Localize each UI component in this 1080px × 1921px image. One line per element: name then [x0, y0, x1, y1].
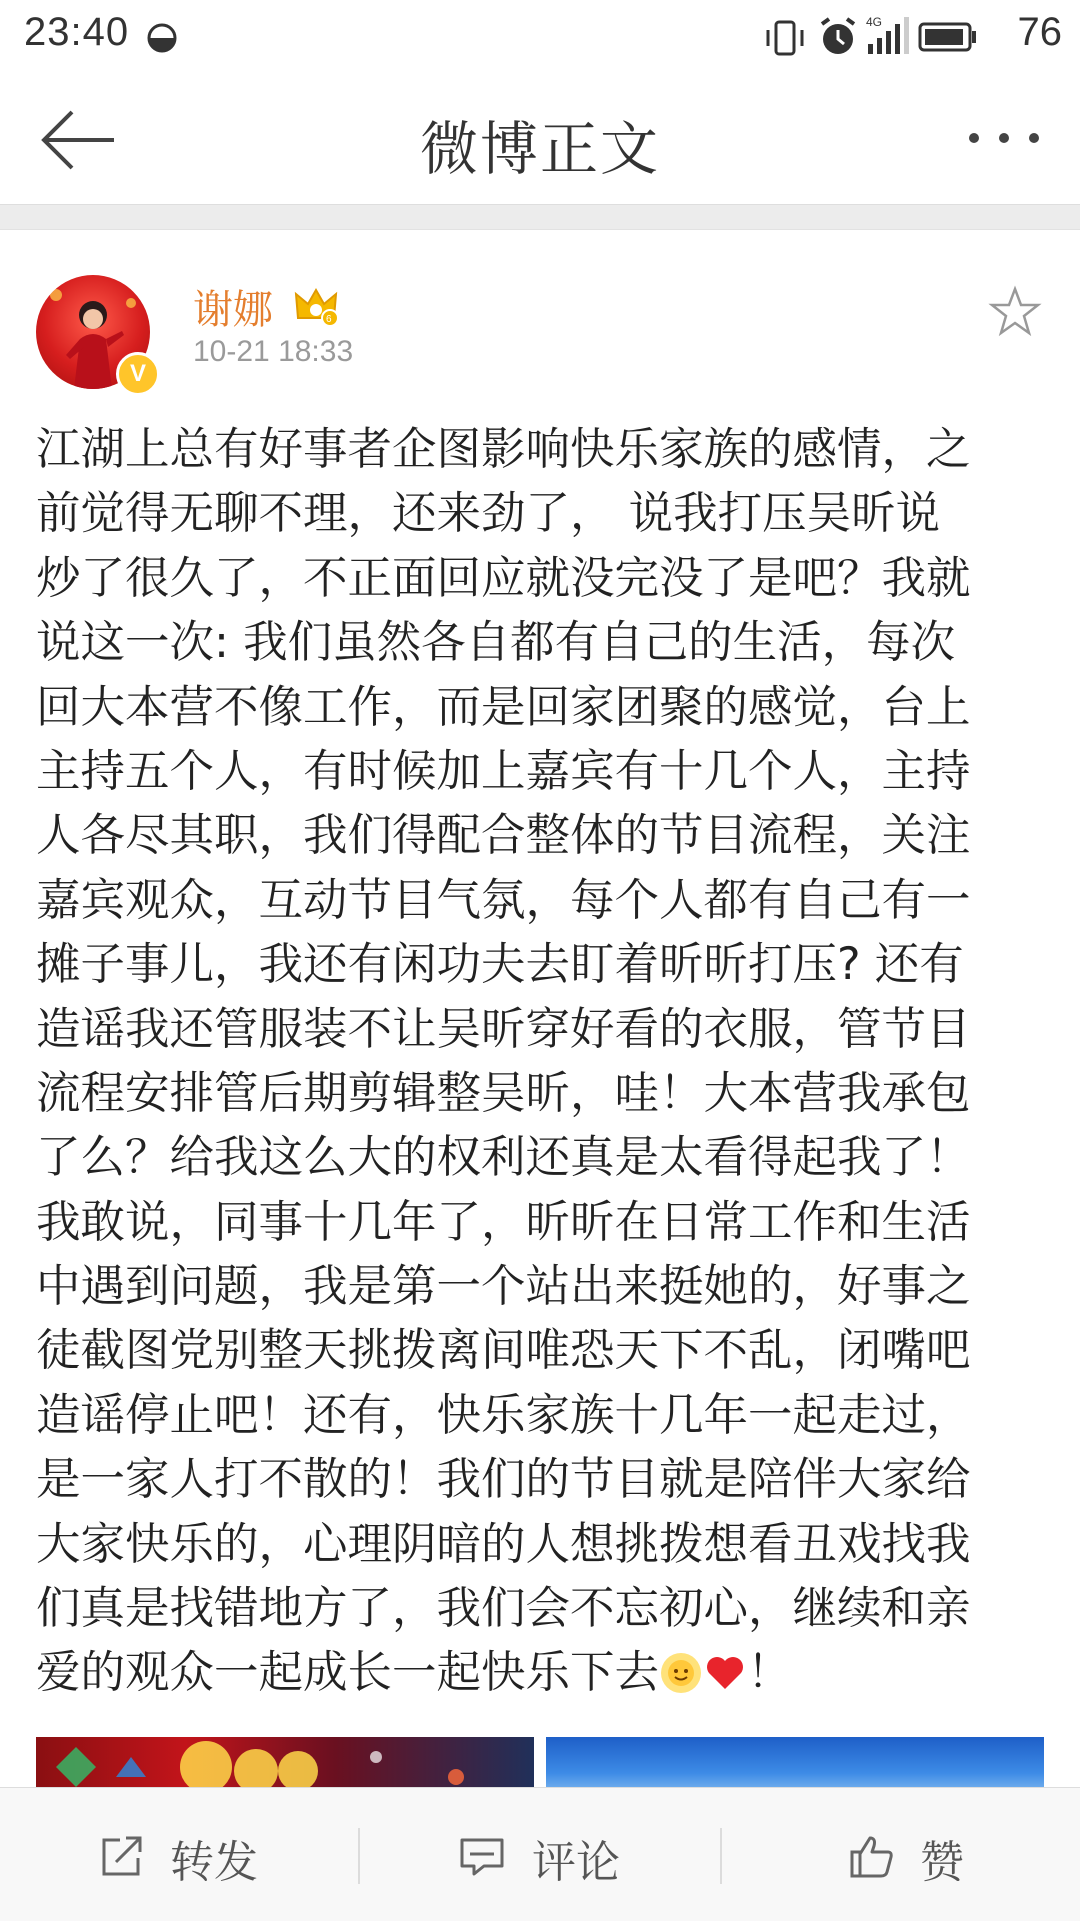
post-line: 说这一次: 我们虽然各自都有自己的生活，每次 [36, 617, 956, 669]
heart-emoji-icon [703, 1651, 747, 1695]
post-line: 们真是找错地方了，我们会不忘初心，继续和亲 [36, 1583, 971, 1635]
comment-icon [458, 1832, 506, 1880]
vibrate-icon [762, 18, 808, 58]
post-line-last [36, 1641, 1046, 1705]
post-last-punct: ！ [747, 1647, 792, 1699]
post-line: 中遇到问题，我是第一个站出来挺她的，好事之 [36, 1261, 971, 1313]
member-crown-icon[interactable] [292, 282, 340, 328]
battery-level: 76 [1017, 10, 1062, 54]
post-line: 人各尽其职，我们得配合整体的节目流程，关注 [36, 810, 971, 862]
action-bar [0, 1787, 1080, 1921]
status-icons [762, 10, 1062, 62]
post-line: 流程安排管后期剪辑整吴昕，哇！大本营我承包 [36, 1067, 971, 1119]
signal-4g-icon [866, 14, 910, 58]
battery-icon [918, 22, 978, 52]
post-line: 炒了很久了，不正面回应就没完没了是吧？我就 [36, 552, 971, 604]
more-options-icon[interactable] [966, 124, 1042, 152]
comment-label: 评论 [532, 1837, 620, 1888]
do-not-disturb-icon [146, 22, 178, 54]
comment-button[interactable] [360, 1788, 720, 1921]
post-line: 是一家人打不散的！我们的节目就是陪伴大家给 [36, 1454, 971, 1506]
post-line: 大家快乐的，心理阴暗的人想挑拨想看丑戏找我 [36, 1518, 971, 1570]
post-line: 我敢说，同事十几年了，昕昕在日常工作和生活 [36, 1196, 971, 1248]
post-line: 了么？给我这么大的权利还真是太看得起我了！ [36, 1132, 971, 1184]
verified-badge: V [116, 352, 160, 396]
smiling-sun-emoji-icon [659, 1651, 703, 1695]
network-label: 4G [866, 15, 883, 29]
post-timestamp: 10-21 18:33 [193, 335, 354, 368]
post-line: 徒截图党别整天挑拨离间唯恐天下不乱，闭嘴吧 [36, 1325, 971, 1377]
author-name[interactable]: 谢娜 [193, 287, 273, 333]
page-title: 微博正文 [419, 115, 660, 183]
thumbs-up-icon [848, 1832, 896, 1880]
post-line: 摊子事儿，我还有闲功夫去盯着昕昕打压? 还有 [36, 939, 964, 991]
like-label: 赞 [920, 1837, 964, 1888]
post-line: 回大本营不像工作，而是回家团聚的感觉，台上 [36, 681, 971, 733]
favorite-star-icon[interactable] [988, 285, 1042, 339]
repost-label: 转发 [170, 1837, 258, 1888]
post-line: 江湖上总有好事者企图影响快乐家族的感情，之 [36, 424, 971, 475]
post-line: 主持五个人，有时候加上嘉宾有十几个人，主持 [36, 745, 971, 797]
like-button[interactable] [720, 1788, 1080, 1921]
repost-button[interactable] [0, 1788, 360, 1921]
repost-icon [98, 1832, 146, 1880]
header [0, 76, 1080, 205]
status-bar [0, 0, 1080, 76]
svg-text:6: 6 [326, 314, 332, 325]
post-line: 造谣停止吧！还有，快乐家族十几年一起走过， [36, 1389, 971, 1441]
separator-band [0, 205, 1080, 230]
post-text [36, 418, 1046, 1706]
post-last-text: 爱的观众一起成长一起快乐下去 [36, 1647, 660, 1699]
alarm-icon [818, 16, 858, 58]
status-time: 23:40 [24, 10, 130, 54]
post-line: 造谣我还管服装不让吴昕穿好看的衣服，管节目 [36, 1003, 971, 1055]
post-line: 嘉宾观众，互动节目气氛，每个人都有自己有一 [36, 874, 971, 926]
post-line: 前觉得无聊不理，还来劲了， 说我打压吴昕说 [36, 488, 941, 540]
